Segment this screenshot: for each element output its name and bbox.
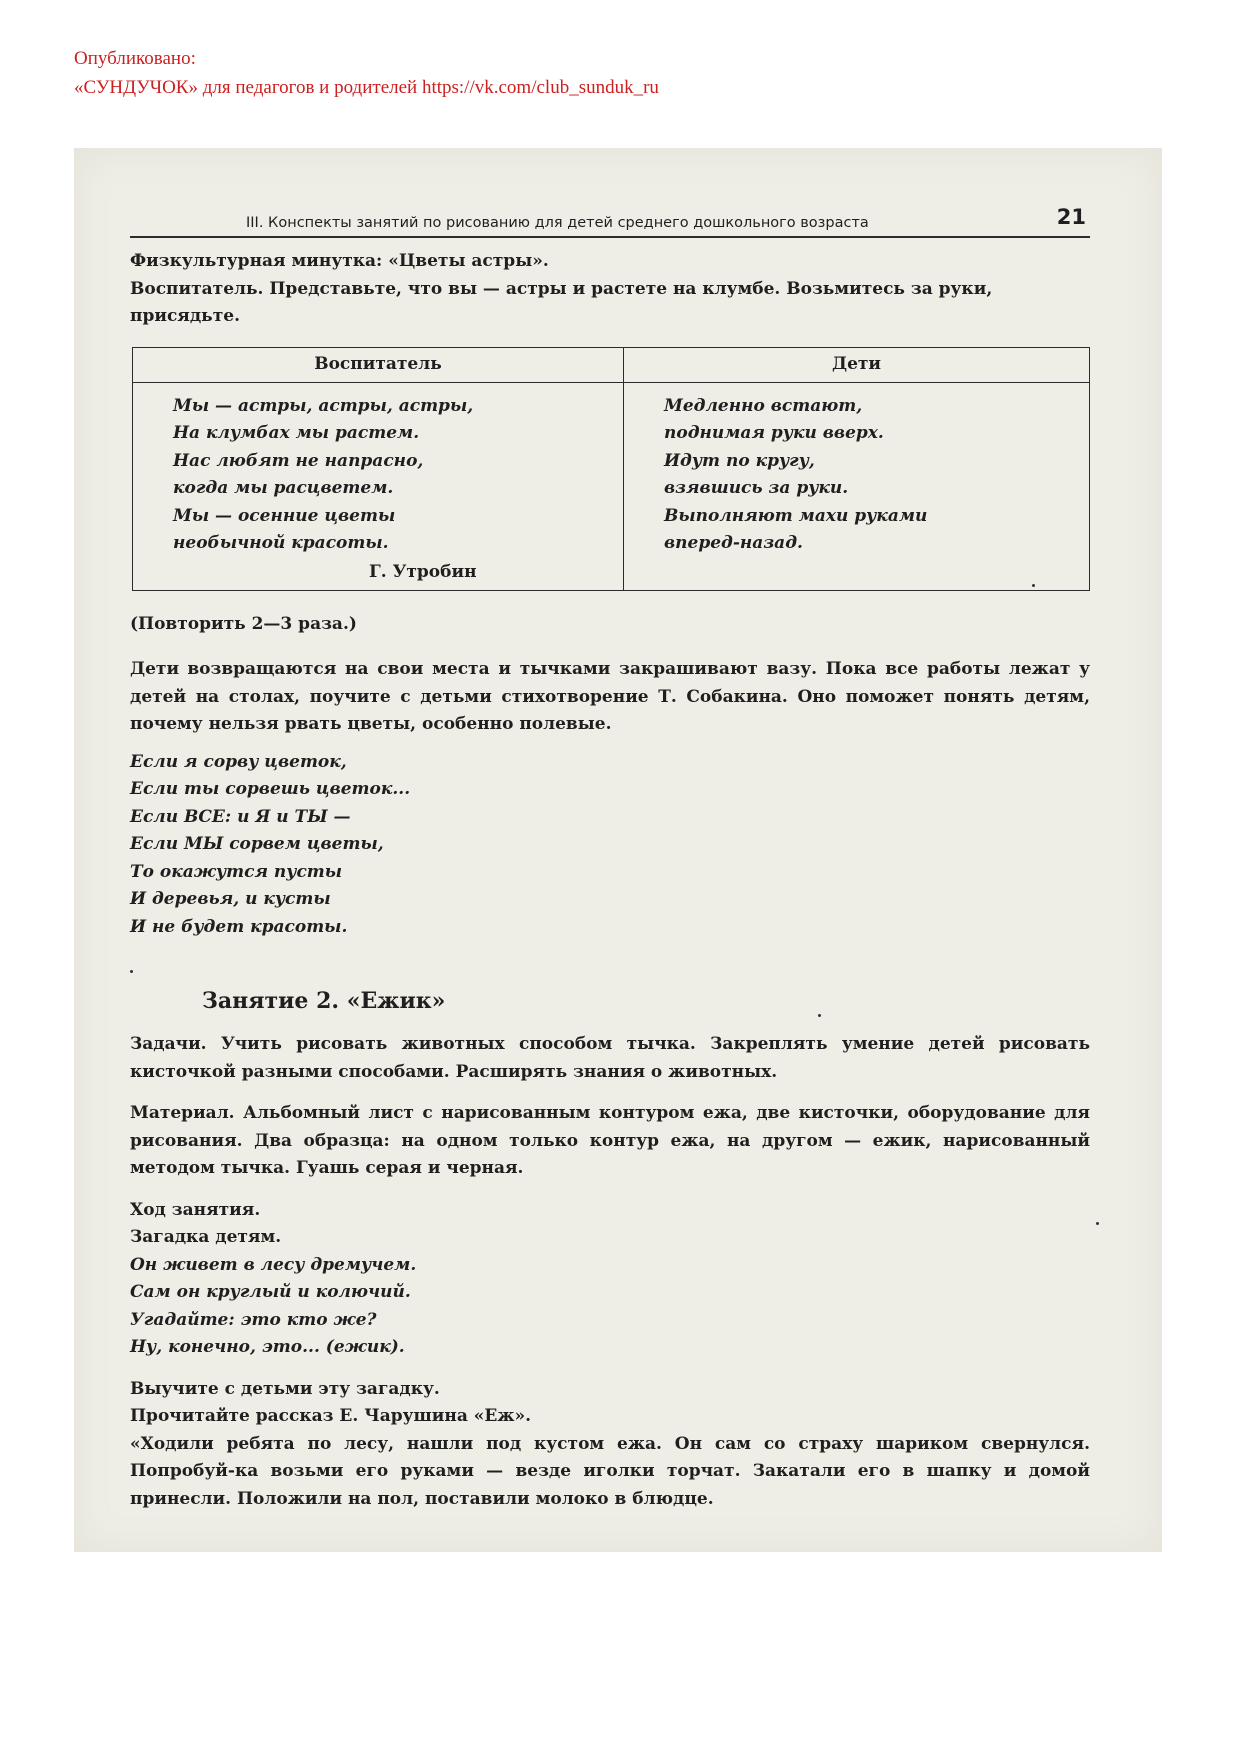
riddle-line: Ну, конечно, это... (ежик). <box>130 1337 405 1357</box>
scan-speck <box>1096 1222 1099 1225</box>
action-line: поднимая руки вверх. <box>664 423 884 443</box>
riddle-intro: Загадка детям. <box>130 1227 282 1247</box>
tasks-paragraph <box>130 1031 1090 1086</box>
scanned-page <box>74 148 1162 1552</box>
verse-line: необычной красоты. <box>173 533 389 553</box>
running-header <box>130 206 1090 238</box>
verse-line: На клумбах мы растем. <box>173 423 420 443</box>
action-line: Идут по кругу, <box>664 450 815 471</box>
course-label: Ход занятия. <box>130 1199 261 1220</box>
riddle-line: Угадайте: это кто же? <box>130 1309 377 1330</box>
action-line: Медленно встают, <box>664 395 863 416</box>
publication-note <box>74 44 659 102</box>
material-text: Альбомный лист с нарисованным контуром ежа, две кисточки, оборудование для рисования. Два образца: на одном только контур ежа, на другом — ежик, нарисованный методом тычка. Гуашь серая и черная. <box>130 1103 1090 1178</box>
poem-line: Если я сорву цветок, <box>130 751 347 772</box>
fizminutka-title: Физкультурная минутка: «Цветы астры». <box>130 251 549 271</box>
tasks-text: Учить рисовать животных способом тычка. Закреплять умение детей рисовать кисточкой разными способами. Расширять знания о животных. <box>130 1034 1091 1082</box>
action-line: взявшись за руки. <box>664 478 849 498</box>
children-paragraph <box>130 656 1090 739</box>
verse-line: Мы — осенние цветы <box>173 505 396 526</box>
poem-line: И не будет красоты. <box>130 916 348 937</box>
poem-line: И деревья, и кусты <box>130 889 331 909</box>
verse-line: Мы — астры, астры, астры, <box>173 395 474 416</box>
action-line: Выполняют махи руками <box>664 505 928 526</box>
exercise-table <box>132 347 1090 591</box>
poem-line: Если МЫ сорвем цветы, <box>130 834 384 854</box>
riddle-line: Сам он круглый и колючий. <box>130 1282 411 1302</box>
teacher-verse-cell <box>133 382 624 590</box>
publication-note-line2: «СУНДУЧОК» для педагогов и родителей https://vk.com/club_sunduk_ru <box>74 77 659 98</box>
sobakin-poem <box>130 749 1090 942</box>
table-header-teacher: Воспитатель <box>133 347 624 382</box>
verse-line: Нас любят не напрасно, <box>173 450 424 471</box>
children-actions-cell <box>624 382 1090 590</box>
tasks-label: Задачи. <box>130 1034 207 1054</box>
children-text: возвращаются на свои места и тычками закрашивают вазу. Пока все работы лежат у детей на столах, поучите с детьми стихотворение Т. Собакина. Оно поможет понять детям, почему нельзя рвать цветы, особенно полевые. <box>130 659 1090 734</box>
page-number: 21 <box>1056 205 1086 229</box>
publication-note-line1: Опубликовано: <box>74 48 196 69</box>
material-label: Материал. <box>130 1103 235 1123</box>
riddle-line: Он живет в лесу дремучем. <box>130 1254 417 1275</box>
poem-line: Если ты сорвешь цветок... <box>130 779 411 799</box>
teacher-label: Воспитатель. <box>130 278 264 299</box>
book-page <box>130 206 1090 1513</box>
fizminutka-instruction <box>130 276 1090 331</box>
verse-line: когда мы расцветем. <box>173 478 394 498</box>
table-header-row <box>133 347 1090 382</box>
poem-line: То окажутся пусты <box>130 861 343 882</box>
table-header-children: Дети <box>624 347 1090 382</box>
story-text: «Ходили ребята по лесу, нашли под кустом ежа. Он сам со страху шариком свернулся. Попробуй-ка возьми его руками — везде иголки торчат. Закатали его в шапку и домой принесли. Положили на пол, поставили молоко в блюдце. <box>130 1433 1090 1509</box>
running-title: III. Конспекты занятий по рисованию для детей среднего дошкольного возраста <box>246 215 869 231</box>
riddle <box>130 1252 1090 1362</box>
poem-line: Если ВСЕ: и Я и ТЫ — <box>130 806 351 827</box>
verse-author: Г. Утробин <box>369 561 477 582</box>
table-row <box>133 382 1090 590</box>
read-line: Прочитайте рассказ Е. Чарушина «Еж». <box>130 1406 532 1426</box>
children-lead: Дети <box>130 659 180 679</box>
action-line: вперед-назад. <box>664 533 803 553</box>
learn-line: Выучите с детьми эту загадку. <box>130 1378 440 1399</box>
teacher-text: Представьте, что вы — астры и растете на клумбе. Возьмитесь за руки, присядьте. <box>130 278 993 326</box>
repeat-note: (Повторить 2—3 раза.) <box>130 613 357 634</box>
lesson-title: Занятие 2. «Ежик» <box>202 988 446 1014</box>
material-paragraph <box>130 1100 1090 1183</box>
